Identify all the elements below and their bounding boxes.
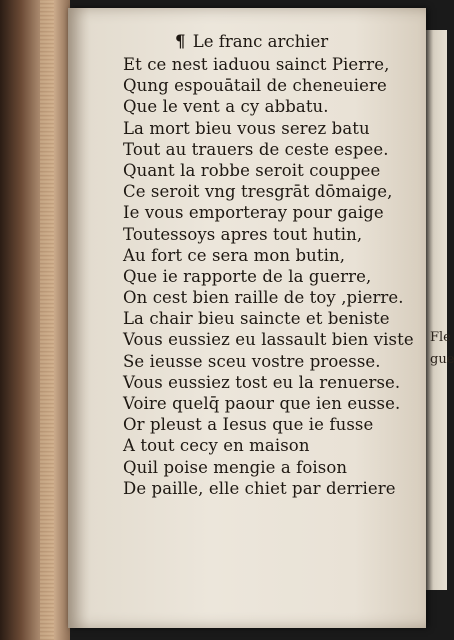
verse-line: Au fort ce sera mon butin, xyxy=(123,245,346,265)
facing-page-edge xyxy=(424,30,447,590)
verse-line: La chair bieu saincte et beniste xyxy=(123,309,390,329)
verse-line: Que ie rapporte de la guerre, xyxy=(123,266,372,286)
book-spine xyxy=(0,0,70,640)
facing-page-fragment: gue xyxy=(430,352,454,367)
poem-text xyxy=(123,32,423,499)
verse-line: Ie vous emporteray pour gaige xyxy=(123,203,384,223)
speaker-name: Le franc archier xyxy=(192,32,329,51)
verse-line: La mort bieu vous serez batu xyxy=(123,118,370,138)
verse-line: Qung espouātail de cheneuiere xyxy=(123,76,387,96)
verse-line: Quil poise mengie a foison xyxy=(123,457,348,477)
verse-line: De paille, elle chiet par derriere xyxy=(123,478,396,498)
verse-line: Toutessoys apres tout hutin, xyxy=(123,224,363,244)
speaker-heading xyxy=(175,32,423,54)
verse-line: Quant la robbe seroit couppee xyxy=(123,160,381,180)
verse-line: On cest bien raille de toy ,pierre. xyxy=(123,288,404,308)
facing-page-fragment: Fle xyxy=(430,330,451,345)
verse-line: Vous eussiez eu lassault bien viste xyxy=(123,330,414,350)
verse-line: Et ce nest iaduou sainct Pierre, xyxy=(123,55,390,74)
verse-line: Ce seroit vng tresgrāt dōmaige, xyxy=(123,182,393,202)
verse-line: A tout cecy en maison xyxy=(123,436,310,456)
verse-line: Vous eussiez tost eu la renuerse. xyxy=(123,372,401,392)
verse-line: Or pleust a Iesus que ie fusse xyxy=(123,415,374,435)
verse-lines xyxy=(123,54,423,499)
pilcrow-mark: ¶ xyxy=(175,32,186,51)
verse-line: Se ieusse sceu vostre proesse. xyxy=(123,351,381,371)
verse-line: Tout au trauers de ceste espee. xyxy=(123,139,389,159)
page-edges xyxy=(40,0,54,640)
verse-line: Que le vent a cy abbatu. xyxy=(123,97,329,117)
verse-line: Voire quelq̄ paour que ien eusse. xyxy=(123,394,401,413)
